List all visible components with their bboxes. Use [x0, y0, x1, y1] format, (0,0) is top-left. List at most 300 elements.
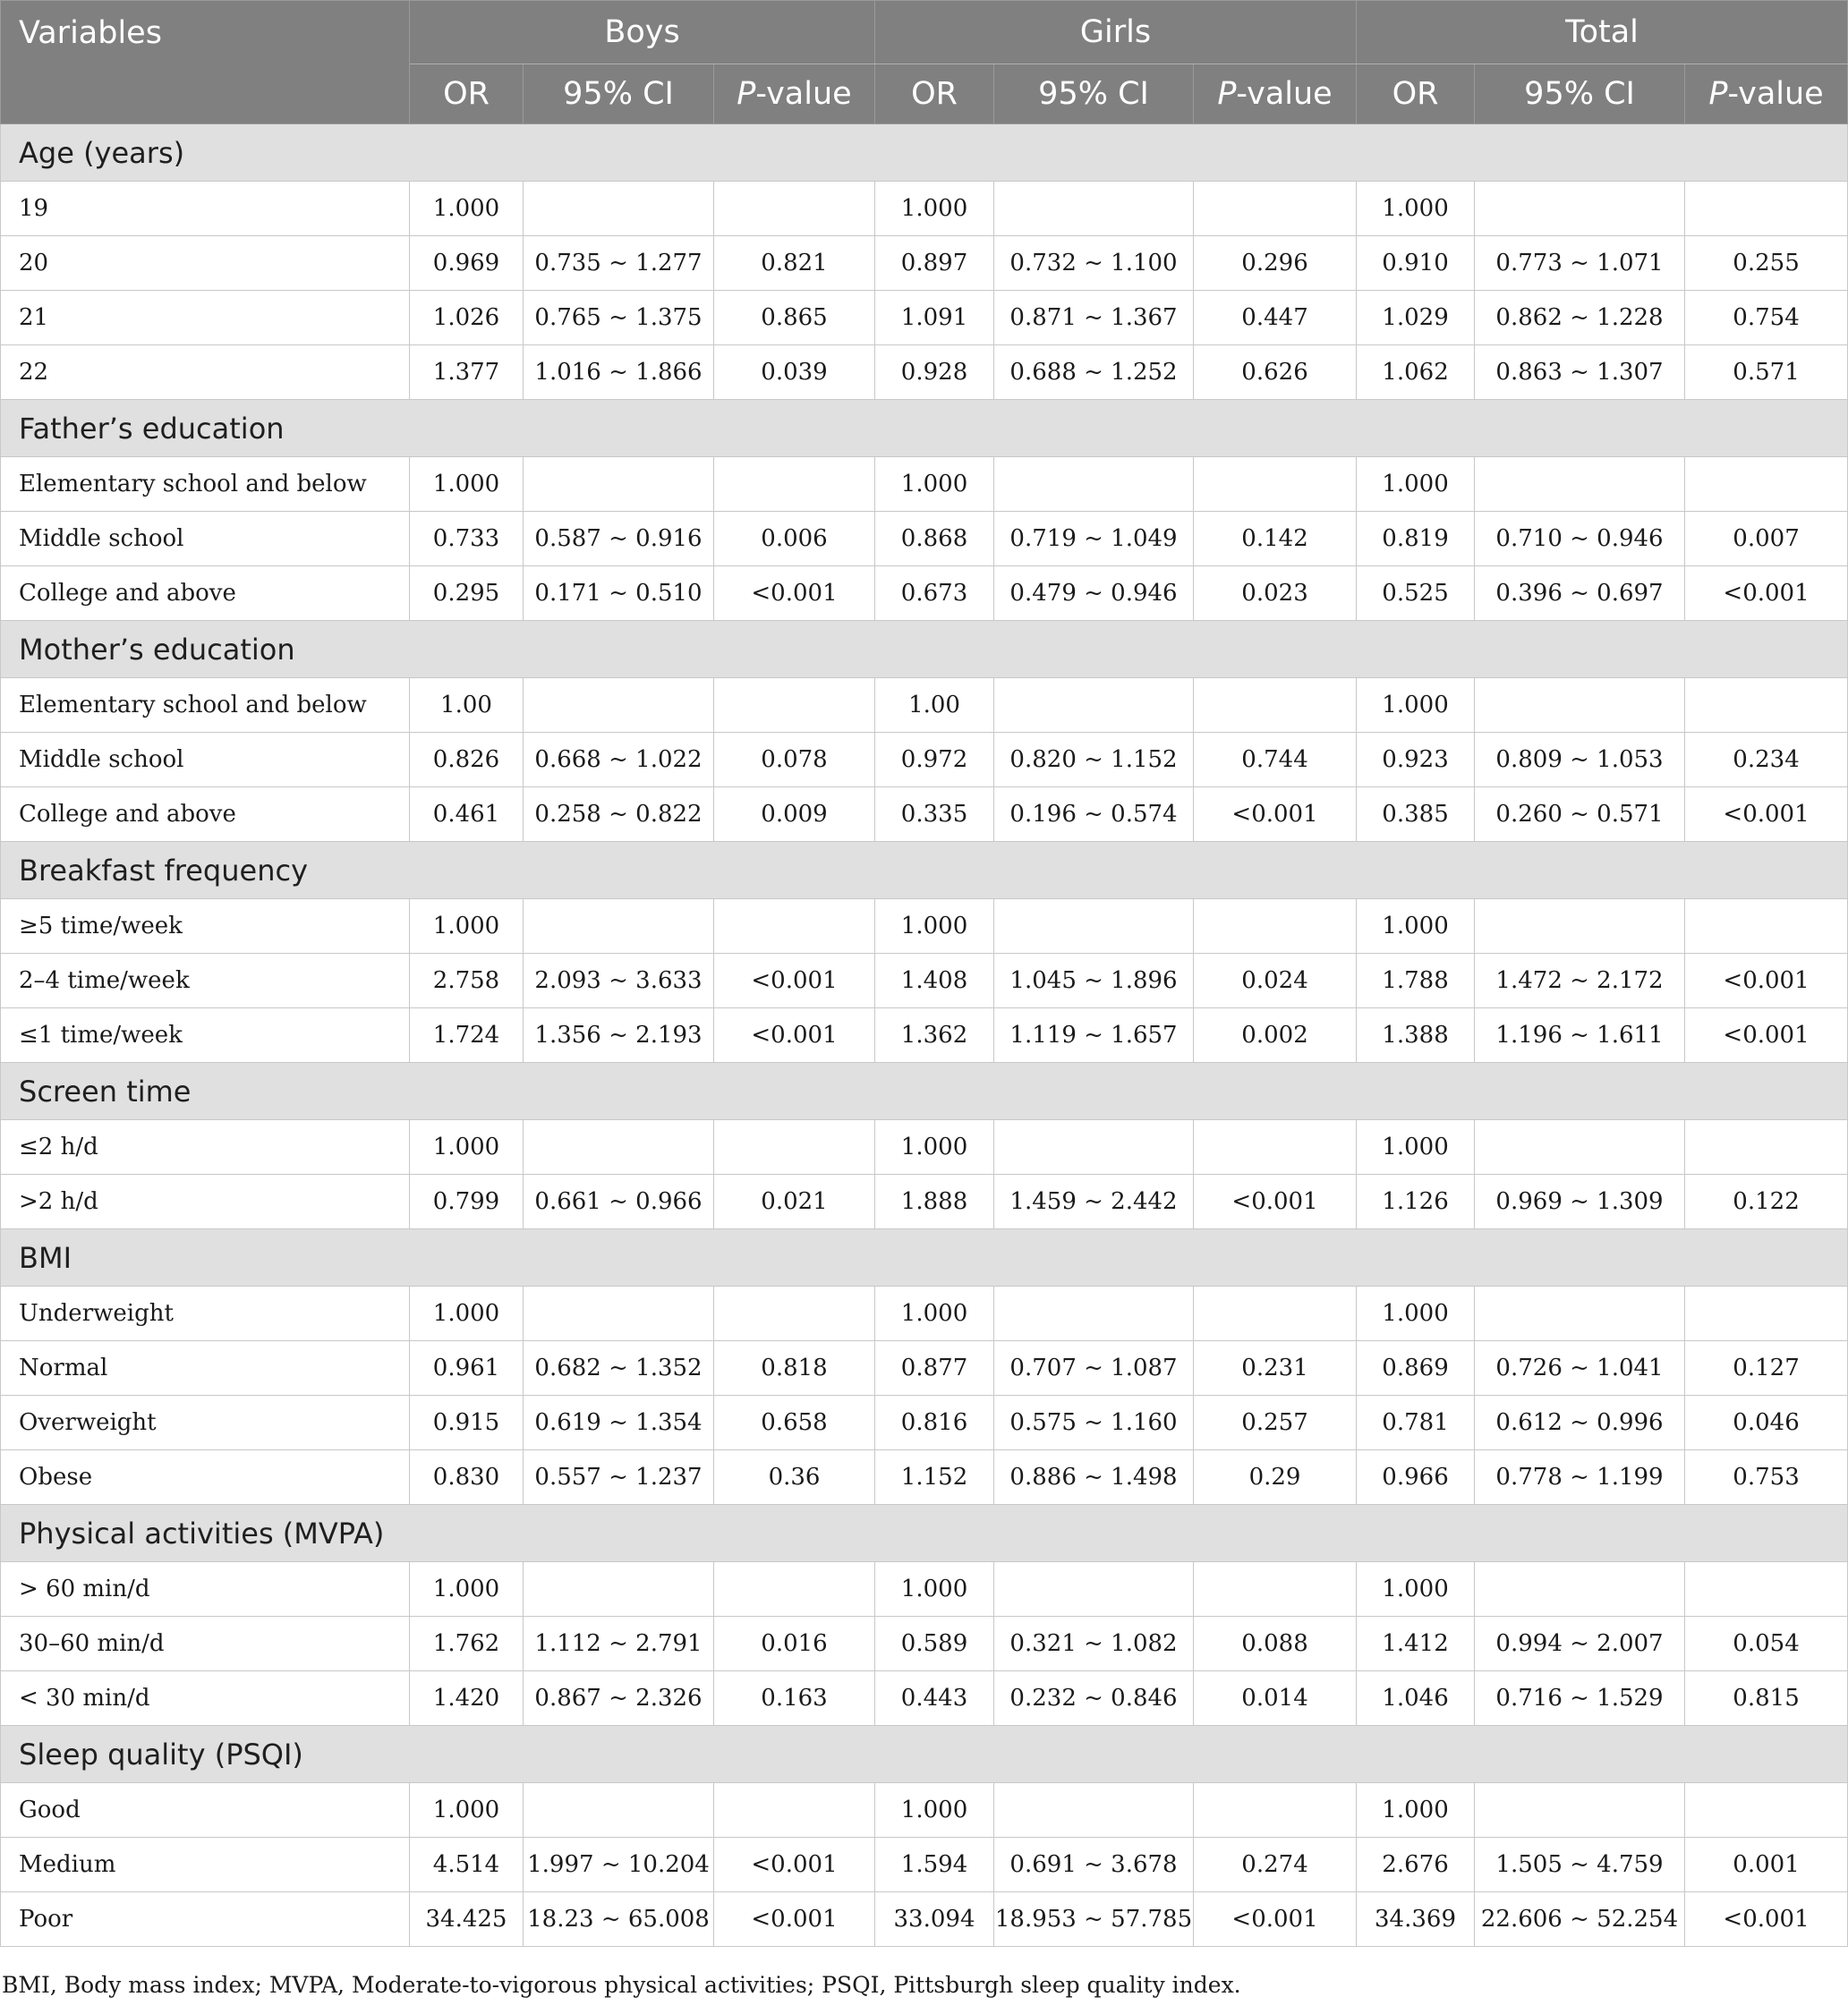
cell-total-ci — [1475, 678, 1685, 733]
row-label: College and above — [1, 566, 410, 621]
cell-boys-ci — [524, 1120, 714, 1175]
cell-girls-ci: 0.719 ~ 1.049 — [994, 512, 1194, 566]
table-footnote: BMI, Body mass index; MVPA, Moderate-to-vigorous physical activities; PSQI, Pittsburgh sleep quality index. — [2, 1972, 1241, 1998]
cell-girls-ci: 0.732 ~ 1.100 — [994, 236, 1194, 291]
row-label: < 30 min/d — [1, 1671, 410, 1726]
header-pvalue-italic: P — [1708, 76, 1728, 112]
header-group-total: Total — [1357, 1, 1848, 64]
table-row — [1, 1617, 1848, 1671]
cell-total-ci — [1475, 1783, 1685, 1838]
cell-total-pvalue: 0.001 — [1685, 1838, 1848, 1892]
cell-girls-or: 0.928 — [875, 345, 994, 400]
row-label: Poor — [1, 1892, 410, 1947]
cell-total-ci — [1475, 182, 1685, 236]
cell-total-ci: 0.809 ~ 1.053 — [1475, 733, 1685, 787]
cell-total-ci: 0.773 ~ 1.071 — [1475, 236, 1685, 291]
header-or: OR — [875, 64, 994, 124]
cell-boys-pvalue — [714, 899, 875, 954]
cell-boys-pvalue: 0.078 — [714, 733, 875, 787]
cell-boys-pvalue: 0.163 — [714, 1671, 875, 1726]
cell-girls-or: 1.362 — [875, 1008, 994, 1063]
cell-girls-pvalue: 0.142 — [1194, 512, 1357, 566]
cell-total-pvalue: 0.234 — [1685, 733, 1848, 787]
cell-boys-pvalue — [714, 678, 875, 733]
cell-boys-pvalue — [714, 1287, 875, 1341]
header-group-girls: Girls — [875, 1, 1357, 64]
header-ci: 95% CI — [1475, 64, 1685, 124]
cell-girls-pvalue: 0.274 — [1194, 1838, 1357, 1892]
cell-boys-pvalue: <0.001 — [714, 1838, 875, 1892]
section-row — [1, 1063, 1848, 1120]
header-pvalue-rest: -value — [755, 76, 852, 112]
cell-boys-ci — [524, 678, 714, 733]
table-row — [1, 566, 1848, 621]
cell-girls-or: 1.000 — [875, 1287, 994, 1341]
cell-total-pvalue: 0.122 — [1685, 1175, 1848, 1229]
header-pvalue — [1194, 64, 1357, 124]
cell-girls-pvalue — [1194, 678, 1357, 733]
cell-girls-ci — [994, 182, 1194, 236]
cell-boys-ci — [524, 1287, 714, 1341]
table-row — [1, 236, 1848, 291]
table-row — [1, 512, 1848, 566]
cell-boys-ci — [524, 1783, 714, 1838]
cell-girls-or: 1.594 — [875, 1838, 994, 1892]
cell-boys-ci: 0.668 ~ 1.022 — [524, 733, 714, 787]
header-group-boys: Boys — [410, 1, 875, 64]
table-row — [1, 787, 1848, 842]
cell-total-ci — [1475, 1562, 1685, 1617]
row-label: 19 — [1, 182, 410, 236]
cell-girls-pvalue — [1194, 1783, 1357, 1838]
table-row — [1, 1562, 1848, 1617]
cell-boys-or: 1.762 — [410, 1617, 524, 1671]
cell-girls-or: 0.673 — [875, 566, 994, 621]
cell-total-ci: 0.969 ~ 1.309 — [1475, 1175, 1685, 1229]
cell-total-pvalue — [1685, 899, 1848, 954]
cell-boys-pvalue: 0.016 — [714, 1617, 875, 1671]
cell-total-or: 34.369 — [1357, 1892, 1475, 1947]
cell-boys-pvalue: <0.001 — [714, 566, 875, 621]
table-row — [1, 954, 1848, 1008]
cell-girls-or: 1.152 — [875, 1450, 994, 1505]
row-label: Overweight — [1, 1396, 410, 1450]
cell-boys-or: 1.420 — [410, 1671, 524, 1726]
cell-girls-pvalue: 0.088 — [1194, 1617, 1357, 1671]
cell-girls-or: 1.000 — [875, 1783, 994, 1838]
cell-total-ci: 1.472 ~ 2.172 — [1475, 954, 1685, 1008]
cell-boys-ci: 0.258 ~ 0.822 — [524, 787, 714, 842]
cell-boys-ci: 0.557 ~ 1.237 — [524, 1450, 714, 1505]
header-pvalue-italic: P — [1217, 76, 1237, 112]
cell-total-or: 0.781 — [1357, 1396, 1475, 1450]
cell-total-ci: 22.606 ~ 52.254 — [1475, 1892, 1685, 1947]
row-label: Elementary school and below — [1, 678, 410, 733]
cell-total-or: 1.126 — [1357, 1175, 1475, 1229]
table-row — [1, 1450, 1848, 1505]
table-row — [1, 1175, 1848, 1229]
cell-girls-or: 0.335 — [875, 787, 994, 842]
row-label: Middle school — [1, 733, 410, 787]
cell-girls-ci: 0.479 ~ 0.946 — [994, 566, 1194, 621]
section-title: Physical activities (MVPA) — [1, 1505, 1848, 1562]
row-label: 30–60 min/d — [1, 1617, 410, 1671]
cell-total-or: 0.966 — [1357, 1450, 1475, 1505]
row-label: ≥5 time/week — [1, 899, 410, 954]
header-pvalue-rest: -value — [1727, 76, 1824, 112]
row-label: Good — [1, 1783, 410, 1838]
cell-boys-or: 1.000 — [410, 1562, 524, 1617]
cell-total-ci: 0.863 ~ 1.307 — [1475, 345, 1685, 400]
cell-total-ci: 0.778 ~ 1.199 — [1475, 1450, 1685, 1505]
cell-girls-pvalue: <0.001 — [1194, 1175, 1357, 1229]
cell-girls-ci — [994, 678, 1194, 733]
cell-total-or: 1.388 — [1357, 1008, 1475, 1063]
row-label: Elementary school and below — [1, 457, 410, 512]
cell-total-pvalue: <0.001 — [1685, 787, 1848, 842]
cell-total-pvalue — [1685, 1783, 1848, 1838]
section-row — [1, 1505, 1848, 1562]
cell-boys-pvalue: 0.006 — [714, 512, 875, 566]
header-ci: 95% CI — [524, 64, 714, 124]
cell-total-ci: 0.612 ~ 0.996 — [1475, 1396, 1685, 1450]
cell-total-ci — [1475, 457, 1685, 512]
row-label: ≤2 h/d — [1, 1120, 410, 1175]
cell-girls-or: 1.000 — [875, 899, 994, 954]
row-label: >2 h/d — [1, 1175, 410, 1229]
section-row — [1, 1726, 1848, 1783]
cell-girls-pvalue: 0.024 — [1194, 954, 1357, 1008]
table-row — [1, 1892, 1848, 1947]
header-or: OR — [1357, 64, 1475, 124]
cell-total-ci: 0.994 ~ 2.007 — [1475, 1617, 1685, 1671]
cell-total-or: 0.910 — [1357, 236, 1475, 291]
header-pvalue-rest: -value — [1236, 76, 1333, 112]
header-row-groups — [1, 1, 1848, 64]
cell-girls-or: 1.000 — [875, 1120, 994, 1175]
cell-boys-or: 0.826 — [410, 733, 524, 787]
cell-girls-pvalue — [1194, 457, 1357, 512]
cell-girls-or: 1.000 — [875, 1562, 994, 1617]
header-pvalue — [714, 64, 875, 124]
table-body — [1, 124, 1848, 1947]
cell-girls-ci: 1.119 ~ 1.657 — [994, 1008, 1194, 1063]
cell-boys-ci: 18.23 ~ 65.008 — [524, 1892, 714, 1947]
table-row — [1, 1341, 1848, 1396]
cell-girls-or: 0.897 — [875, 236, 994, 291]
cell-total-or: 0.869 — [1357, 1341, 1475, 1396]
cell-boys-pvalue — [714, 1562, 875, 1617]
cell-total-ci: 0.862 ~ 1.228 — [1475, 291, 1685, 345]
table-row — [1, 457, 1848, 512]
cell-girls-ci: 1.045 ~ 1.896 — [994, 954, 1194, 1008]
cell-total-or: 1.029 — [1357, 291, 1475, 345]
cell-boys-pvalue — [714, 457, 875, 512]
cell-boys-ci: 0.682 ~ 1.352 — [524, 1341, 714, 1396]
cell-girls-or: 1.000 — [875, 182, 994, 236]
cell-total-pvalue: 0.753 — [1685, 1450, 1848, 1505]
cell-boys-or: 0.969 — [410, 236, 524, 291]
header-or: OR — [410, 64, 524, 124]
cell-total-or: 1.000 — [1357, 899, 1475, 954]
cell-girls-ci — [994, 1287, 1194, 1341]
row-label: Medium — [1, 1838, 410, 1892]
cell-boys-pvalue: 0.039 — [714, 345, 875, 400]
cell-boys-pvalue: <0.001 — [714, 1008, 875, 1063]
cell-boys-or: 1.026 — [410, 291, 524, 345]
row-label: College and above — [1, 787, 410, 842]
cell-girls-ci: 18.953 ~ 57.785 — [994, 1892, 1194, 1947]
header-ci: 95% CI — [994, 64, 1194, 124]
cell-girls-or: 33.094 — [875, 1892, 994, 1947]
cell-boys-pvalue: 0.865 — [714, 291, 875, 345]
cell-girls-pvalue: 0.744 — [1194, 733, 1357, 787]
cell-girls-pvalue: 0.626 — [1194, 345, 1357, 400]
row-label: > 60 min/d — [1, 1562, 410, 1617]
section-title: Age (years) — [1, 124, 1848, 182]
cell-total-ci: 0.726 ~ 1.041 — [1475, 1341, 1685, 1396]
cell-girls-ci: 0.321 ~ 1.082 — [994, 1617, 1194, 1671]
cell-girls-pvalue: <0.001 — [1194, 1892, 1357, 1947]
cell-total-pvalue — [1685, 1562, 1848, 1617]
cell-girls-or: 1.000 — [875, 457, 994, 512]
cell-boys-pvalue — [714, 182, 875, 236]
cell-total-or: 1.000 — [1357, 678, 1475, 733]
cell-boys-or: 1.000 — [410, 1120, 524, 1175]
cell-girls-pvalue: 0.447 — [1194, 291, 1357, 345]
cell-girls-ci: 0.691 ~ 3.678 — [994, 1838, 1194, 1892]
cell-boys-ci: 0.661 ~ 0.966 — [524, 1175, 714, 1229]
cell-girls-pvalue: 0.296 — [1194, 236, 1357, 291]
cell-boys-or: 0.915 — [410, 1396, 524, 1450]
cell-total-ci — [1475, 1287, 1685, 1341]
cell-girls-pvalue: 0.023 — [1194, 566, 1357, 621]
section-row — [1, 124, 1848, 182]
cell-boys-ci: 0.735 ~ 1.277 — [524, 236, 714, 291]
cell-boys-or: 0.461 — [410, 787, 524, 842]
cell-girls-pvalue: 0.29 — [1194, 1450, 1357, 1505]
cell-boys-ci: 1.112 ~ 2.791 — [524, 1617, 714, 1671]
cell-boys-or: 34.425 — [410, 1892, 524, 1947]
cell-total-pvalue — [1685, 457, 1848, 512]
cell-boys-pvalue: 0.009 — [714, 787, 875, 842]
cell-boys-ci: 1.016 ~ 1.866 — [524, 345, 714, 400]
cell-girls-pvalue: 0.014 — [1194, 1671, 1357, 1726]
section-title: Mother’s education — [1, 621, 1848, 678]
cell-girls-or: 0.816 — [875, 1396, 994, 1450]
cell-boys-ci — [524, 182, 714, 236]
section-row — [1, 621, 1848, 678]
section-row — [1, 842, 1848, 899]
cell-girls-or: 1.00 — [875, 678, 994, 733]
cell-girls-ci: 0.232 ~ 0.846 — [994, 1671, 1194, 1726]
cell-girls-ci: 1.459 ~ 2.442 — [994, 1175, 1194, 1229]
section-title: Sleep quality (PSQI) — [1, 1726, 1848, 1783]
cell-boys-or: 1.000 — [410, 899, 524, 954]
cell-boys-ci: 0.867 ~ 2.326 — [524, 1671, 714, 1726]
cell-total-pvalue: 0.046 — [1685, 1396, 1848, 1450]
cell-boys-or: 1.000 — [410, 457, 524, 512]
cell-total-pvalue: 0.754 — [1685, 291, 1848, 345]
section-title: Screen time — [1, 1063, 1848, 1120]
header-pvalue-italic: P — [737, 76, 756, 112]
cell-boys-or: 2.758 — [410, 954, 524, 1008]
cell-boys-ci: 0.765 ~ 1.375 — [524, 291, 714, 345]
row-label: 22 — [1, 345, 410, 400]
cell-total-ci: 1.505 ~ 4.759 — [1475, 1838, 1685, 1892]
cell-girls-pvalue — [1194, 899, 1357, 954]
cell-boys-or: 0.295 — [410, 566, 524, 621]
table-row — [1, 733, 1848, 787]
cell-boys-or: 1.000 — [410, 182, 524, 236]
row-label: 21 — [1, 291, 410, 345]
section-title: Father’s education — [1, 400, 1848, 457]
cell-girls-pvalue — [1194, 182, 1357, 236]
row-label: Underweight — [1, 1287, 410, 1341]
cell-boys-ci: 0.171 ~ 0.510 — [524, 566, 714, 621]
row-label: 2–4 time/week — [1, 954, 410, 1008]
cell-total-pvalue: 0.815 — [1685, 1671, 1848, 1726]
cell-total-pvalue: <0.001 — [1685, 1008, 1848, 1063]
cell-girls-or: 0.868 — [875, 512, 994, 566]
cell-boys-or: 1.00 — [410, 678, 524, 733]
cell-boys-or: 0.733 — [410, 512, 524, 566]
cell-boys-pvalue: 0.36 — [714, 1450, 875, 1505]
cell-boys-ci: 0.619 ~ 1.354 — [524, 1396, 714, 1450]
cell-girls-or: 1.091 — [875, 291, 994, 345]
cell-girls-ci: 0.707 ~ 1.087 — [994, 1341, 1194, 1396]
table-row — [1, 1783, 1848, 1838]
table-row — [1, 182, 1848, 236]
cell-boys-or: 4.514 — [410, 1838, 524, 1892]
cell-girls-pvalue: <0.001 — [1194, 787, 1357, 842]
cell-girls-pvalue: 0.257 — [1194, 1396, 1357, 1450]
cell-total-or: 0.525 — [1357, 566, 1475, 621]
cell-total-or: 1.788 — [1357, 954, 1475, 1008]
cell-total-or: 0.923 — [1357, 733, 1475, 787]
cell-girls-or: 1.408 — [875, 954, 994, 1008]
cell-boys-or: 0.830 — [410, 1450, 524, 1505]
cell-boys-pvalue: 0.818 — [714, 1341, 875, 1396]
table-row — [1, 291, 1848, 345]
cell-girls-ci: 0.886 ~ 1.498 — [994, 1450, 1194, 1505]
cell-girls-pvalue: 0.231 — [1194, 1341, 1357, 1396]
cell-total-or: 1.062 — [1357, 345, 1475, 400]
cell-boys-ci: 0.587 ~ 0.916 — [524, 512, 714, 566]
cell-boys-ci: 2.093 ~ 3.633 — [524, 954, 714, 1008]
cell-girls-ci — [994, 457, 1194, 512]
cell-girls-pvalue: 0.002 — [1194, 1008, 1357, 1063]
cell-total-or: 2.676 — [1357, 1838, 1475, 1892]
cell-boys-pvalue — [714, 1120, 875, 1175]
cell-boys-or: 0.961 — [410, 1341, 524, 1396]
cell-total-or: 0.819 — [1357, 512, 1475, 566]
cell-total-pvalue: <0.001 — [1685, 566, 1848, 621]
cell-total-ci: 1.196 ~ 1.611 — [1475, 1008, 1685, 1063]
cell-total-or: 1.000 — [1357, 1783, 1475, 1838]
cell-girls-or: 0.877 — [875, 1341, 994, 1396]
cell-total-or: 1.046 — [1357, 1671, 1475, 1726]
table-row — [1, 1838, 1848, 1892]
row-label: Obese — [1, 1450, 410, 1505]
cell-total-pvalue: 0.127 — [1685, 1341, 1848, 1396]
cell-boys-or: 1.377 — [410, 345, 524, 400]
cell-girls-or: 0.443 — [875, 1671, 994, 1726]
cell-boys-pvalue: <0.001 — [714, 954, 875, 1008]
cell-total-pvalue: <0.001 — [1685, 1892, 1848, 1947]
cell-girls-pvalue — [1194, 1120, 1357, 1175]
cell-total-ci — [1475, 1120, 1685, 1175]
cell-boys-pvalue: <0.001 — [714, 1892, 875, 1947]
cell-boys-pvalue: 0.821 — [714, 236, 875, 291]
cell-total-pvalue — [1685, 182, 1848, 236]
cell-girls-ci: 0.820 ~ 1.152 — [994, 733, 1194, 787]
cell-boys-or: 1.000 — [410, 1783, 524, 1838]
cell-total-or: 0.385 — [1357, 787, 1475, 842]
cell-girls-ci: 0.575 ~ 1.160 — [994, 1396, 1194, 1450]
section-row — [1, 1229, 1848, 1287]
cell-total-pvalue: 0.571 — [1685, 345, 1848, 400]
cell-total-or: 1.412 — [1357, 1617, 1475, 1671]
cell-girls-ci: 0.688 ~ 1.252 — [994, 345, 1194, 400]
cell-girls-or: 0.589 — [875, 1617, 994, 1671]
cell-girls-or: 0.972 — [875, 733, 994, 787]
cell-total-pvalue: 0.255 — [1685, 236, 1848, 291]
cell-boys-pvalue: 0.021 — [714, 1175, 875, 1229]
cell-total-ci: 0.716 ~ 1.529 — [1475, 1671, 1685, 1726]
cell-total-pvalue: 0.054 — [1685, 1617, 1848, 1671]
table-row — [1, 1008, 1848, 1063]
cell-total-or: 1.000 — [1357, 1120, 1475, 1175]
cell-total-or: 1.000 — [1357, 182, 1475, 236]
cell-total-ci: 0.710 ~ 0.946 — [1475, 512, 1685, 566]
cell-total-pvalue: <0.001 — [1685, 954, 1848, 1008]
table-row — [1, 345, 1848, 400]
table-row — [1, 1287, 1848, 1341]
row-label: Middle school — [1, 512, 410, 566]
cell-total-pvalue — [1685, 1120, 1848, 1175]
cell-girls-or: 1.888 — [875, 1175, 994, 1229]
cell-boys-or: 1.724 — [410, 1008, 524, 1063]
cell-boys-or: 0.799 — [410, 1175, 524, 1229]
table-row — [1, 899, 1848, 954]
cell-girls-pvalue — [1194, 1562, 1357, 1617]
table-row — [1, 678, 1848, 733]
cell-boys-ci: 1.997 ~ 10.204 — [524, 1838, 714, 1892]
cell-total-pvalue — [1685, 678, 1848, 733]
row-label: 20 — [1, 236, 410, 291]
header-variables: Variables — [1, 1, 410, 124]
cell-boys-pvalue: 0.658 — [714, 1396, 875, 1450]
cell-boys-ci — [524, 899, 714, 954]
row-label: Normal — [1, 1341, 410, 1396]
cell-total-ci — [1475, 899, 1685, 954]
cell-girls-ci — [994, 1120, 1194, 1175]
cell-girls-ci — [994, 1783, 1194, 1838]
cell-boys-ci — [524, 1562, 714, 1617]
cell-total-pvalue — [1685, 1287, 1848, 1341]
section-title: BMI — [1, 1229, 1848, 1287]
cell-boys-ci: 1.356 ~ 2.193 — [524, 1008, 714, 1063]
cell-girls-ci — [994, 899, 1194, 954]
cell-boys-ci — [524, 457, 714, 512]
header-pvalue — [1685, 64, 1848, 124]
cell-total-ci: 0.260 ~ 0.571 — [1475, 787, 1685, 842]
section-row — [1, 400, 1848, 457]
cell-girls-ci: 0.196 ~ 0.574 — [994, 787, 1194, 842]
cell-boys-or: 1.000 — [410, 1287, 524, 1341]
table-row — [1, 1671, 1848, 1726]
